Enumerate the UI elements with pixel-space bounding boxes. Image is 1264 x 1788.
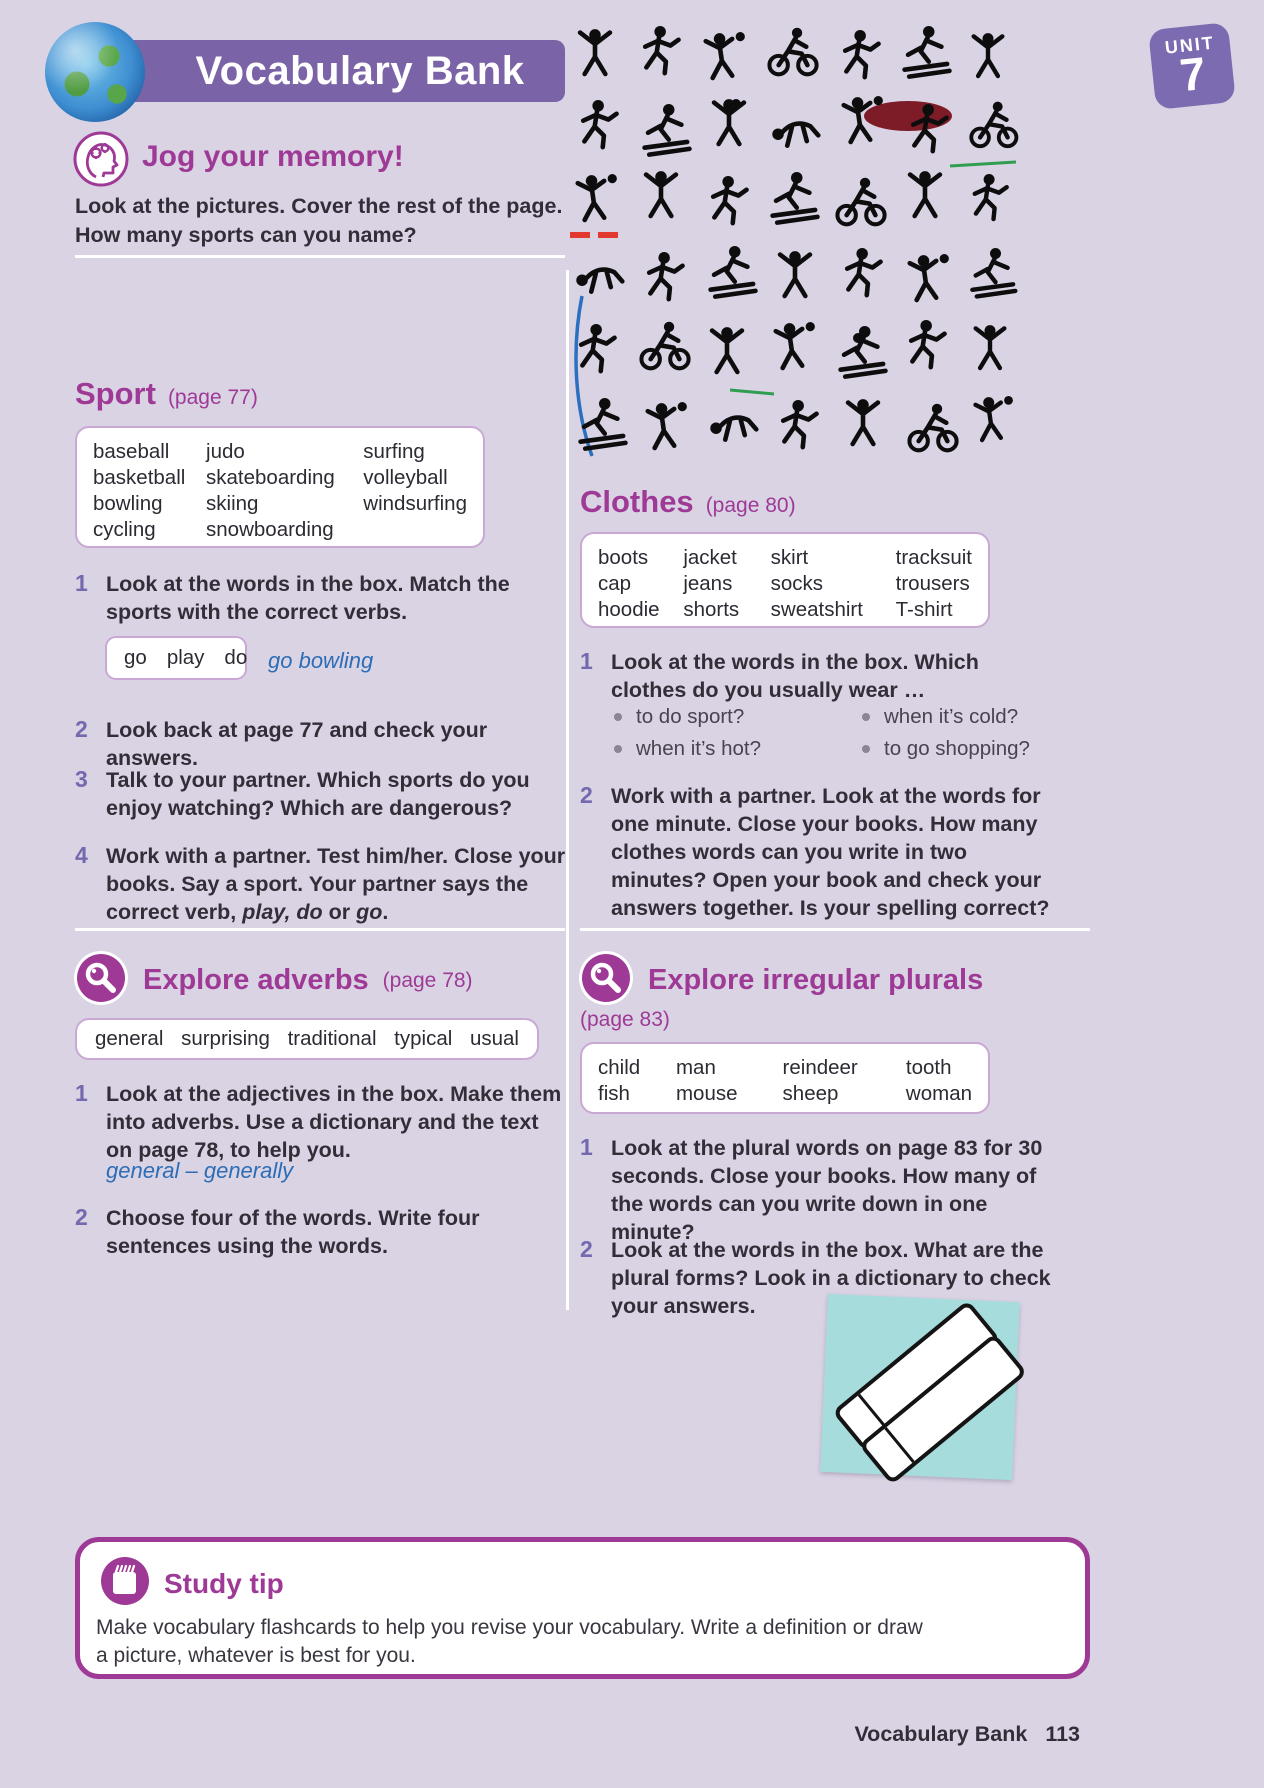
word: T-shirt	[895, 598, 953, 621]
adverbs-exercise-2	[75, 1204, 515, 1260]
exercise-text: Look at the words in the box. What are the plural forms? Look in a dictionary to check your answers.	[611, 1238, 1051, 1318]
verb: do	[224, 646, 248, 669]
word: jeans	[683, 572, 733, 595]
exercise-text-part: .	[382, 900, 389, 924]
word: fish	[598, 1082, 630, 1105]
word: trousers	[895, 572, 970, 595]
bullet-item: to do sport?	[614, 704, 794, 730]
explore-adverbs-heading	[73, 950, 473, 1011]
explore-plurals-page-ref: (page 83)	[580, 1008, 670, 1031]
adverbs-word-box	[75, 1018, 539, 1060]
clothes-page-ref: (page 80)	[705, 494, 796, 517]
exercise-number: 3	[75, 766, 88, 792]
word: jacket	[683, 546, 737, 569]
page-title: Vocabulary Bank	[195, 48, 525, 93]
sport-word-box	[75, 426, 485, 548]
word: sheep	[782, 1082, 839, 1105]
exercise-text: Talk to your partner. Which sports do you enjoy watching? Which are dangerous?	[106, 768, 530, 820]
adverbs-exercise-1	[75, 1080, 567, 1164]
exercise-number: 4	[75, 842, 88, 868]
divider-top-left	[75, 255, 565, 258]
word: skirt	[770, 546, 809, 569]
exercise-number: 1	[75, 570, 88, 596]
example-general-generally: general – generally	[106, 1158, 294, 1183]
divider-right-middle	[580, 928, 1090, 931]
word: bowling	[93, 492, 163, 515]
exercise-number: 2	[75, 1204, 88, 1230]
divider-left-middle	[75, 928, 565, 931]
footer-label: Vocabulary Bank	[854, 1722, 1028, 1746]
word: sweatshirt	[770, 598, 863, 621]
bullet-item: when it’s hot?	[614, 736, 794, 762]
word: surprising	[181, 1027, 270, 1050]
word: mouse	[675, 1082, 738, 1105]
sport-exercise-4	[75, 842, 567, 926]
unit-number: 7	[1177, 46, 1209, 102]
exercise-text-part: Work with a partner. Test him/her. Close your books. Say a sport. Your partner says the correct verb,	[106, 844, 566, 924]
sport-page-ref: (page 77)	[167, 386, 258, 409]
study-tip-title: Study tip	[164, 1567, 284, 1599]
bullet-icon	[862, 745, 870, 753]
word: child	[598, 1056, 641, 1079]
word: cap	[598, 572, 632, 595]
word: traditional	[287, 1027, 377, 1050]
clothes-exercise-2	[580, 782, 1058, 922]
example-go-bowling: go bowling	[268, 648, 374, 673]
plurals-exercise-1	[580, 1134, 1066, 1246]
word: general	[95, 1027, 164, 1050]
explore-adverbs-title: Explore adverbs	[143, 964, 369, 996]
word: judo	[206, 440, 245, 463]
word: snowboarding	[206, 518, 334, 541]
globe-icon	[45, 22, 145, 122]
page-banner	[95, 40, 565, 102]
word: typical	[394, 1027, 453, 1050]
exercise-text: Choose four of the words. Write four sentences using the words.	[106, 1206, 480, 1258]
magnifier-icon	[73, 950, 129, 1011]
word: baseball	[93, 440, 170, 463]
notepad-icon	[100, 1556, 150, 1611]
sport-section-heading	[75, 376, 258, 412]
word: cycling	[93, 518, 156, 541]
exercise-text: Look at the words in the box. Which clothes do you usually wear …	[611, 650, 979, 702]
word: tooth	[905, 1056, 952, 1079]
word: reindeer	[782, 1056, 858, 1079]
word: man	[675, 1056, 716, 1079]
word: tracksuit	[895, 546, 972, 569]
unit-badge	[1148, 22, 1236, 110]
word: skiing	[206, 492, 259, 515]
explore-plurals-heading	[578, 950, 983, 1011]
study-tip-box	[75, 1537, 1090, 1679]
jog-intro-line1: Look at the pictures. Cover the rest of the page.	[75, 194, 563, 218]
clothes-section-heading	[580, 484, 796, 520]
exercise-text-italic: play, do	[242, 900, 323, 924]
exercise-text: Look at the words in the box. Match the sports with the correct verbs.	[106, 572, 510, 624]
bullet-item: when it’s cold?	[862, 704, 1030, 730]
bullet-icon	[614, 745, 622, 753]
sport-exercise-2	[75, 716, 567, 772]
word: surfing	[363, 440, 425, 463]
page-footer	[780, 1722, 1080, 1747]
clothes-exercise-1	[580, 648, 1058, 704]
jog-memory-icon	[73, 131, 129, 192]
bullet-icon	[614, 713, 622, 721]
magnifier-icon	[578, 950, 634, 1011]
exercise-text	[106, 842, 567, 926]
unit-label: UNIT	[1163, 32, 1216, 58]
exercise-text-part: or	[322, 900, 357, 924]
exercise-text: Look at the adjectives in the box. Make them into adverbs. Use a dictionary and the text on page 78, to help you.	[106, 1082, 562, 1162]
plurals-word-box	[580, 1042, 990, 1114]
word: socks	[770, 572, 824, 595]
word: basketball	[93, 466, 186, 489]
sports-silhouettes	[570, 26, 1025, 484]
bullet-item: to go shopping?	[862, 736, 1030, 762]
exercise-number: 2	[580, 1236, 593, 1262]
word: woman	[905, 1082, 972, 1105]
clothes-bullet-list	[614, 704, 1030, 768]
study-tip-text: Make vocabulary flashcards to help you revise your vocabulary. Write a definition or draw a picture, whatever is best for you.	[96, 1616, 923, 1667]
exercise-text-italic: go	[356, 900, 383, 924]
clothes-title: Clothes	[580, 484, 694, 519]
word: skateboarding	[206, 466, 335, 489]
footer-page-number: 113	[1045, 1722, 1080, 1746]
word: volleyball	[363, 466, 448, 489]
flashcards-sticker	[820, 1294, 1020, 1480]
word: hoodie	[598, 598, 660, 621]
word: shorts	[683, 598, 740, 621]
explore-plurals-title: Explore irregular plurals	[648, 964, 984, 996]
exercise-number: 1	[580, 648, 593, 674]
exercise-number: 1	[75, 1080, 88, 1106]
explore-adverbs-page-ref: (page 78)	[382, 968, 473, 992]
sport-exercise-1	[75, 570, 567, 626]
bullet-icon	[862, 713, 870, 721]
word: boots	[598, 546, 649, 569]
exercise-text: Work with a partner. Look at the words for one minute. Close your books. How many clothes words can you write in two minutes? Open your book and check your answers together. Is your spelling correct?	[611, 784, 1050, 920]
verb: go	[124, 646, 147, 669]
exercise-number: 2	[75, 716, 88, 742]
exercise-number: 2	[580, 782, 593, 808]
word: usual	[469, 1027, 519, 1050]
exercise-number: 1	[580, 1134, 593, 1160]
sport-title: Sport	[75, 376, 156, 411]
verb-box	[105, 636, 247, 680]
exercise-text: Look back at page 77 and check your answers.	[106, 718, 488, 770]
exercise-text: Look at the plural words on page 83 for 30 seconds. Close your books. How many of the words can you write down in one minute?	[611, 1136, 1043, 1244]
clothes-word-box	[580, 532, 990, 628]
word: windsurfing	[363, 492, 467, 515]
sports-collage-image	[570, 26, 1025, 484]
verb: play	[166, 646, 205, 669]
jog-memory-title: Jog your memory!	[142, 140, 404, 173]
sport-exercise-3	[75, 766, 550, 822]
jog-intro-line2: How many sports can you name?	[75, 223, 417, 247]
